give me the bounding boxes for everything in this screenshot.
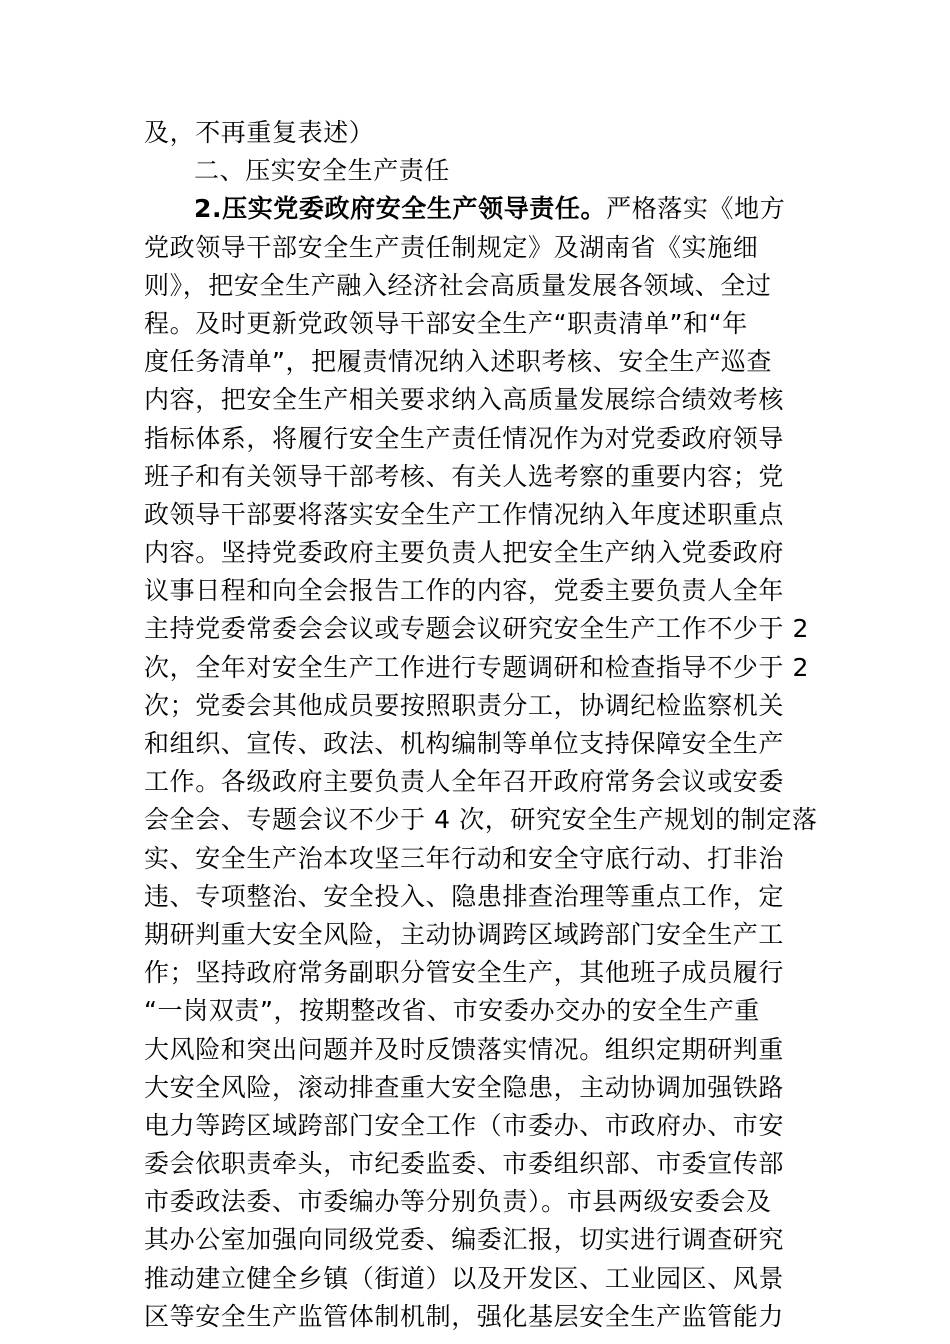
text-line: “一岗双责”，按期整改省、市安委办交办的安全生产重 [144,996,760,1026]
section-heading: 二、压实安全生产责任 [194,156,451,186]
item-2-lead-text: 严格落实《地方 [606,194,786,224]
text-line: 作；坚持政府常务副职分管安全生产，其他班子成员履行 [144,958,785,988]
text-line: 度任务清单”，把履责情况纳入述职考核、安全生产巡查 [144,347,772,377]
item-2-first-line [144,190,824,228]
text-line: 班子和有关领导干部考核、有关人选考察的重要内容；党 [144,461,785,491]
text-line: 推动建立健全乡镇（街道）以及开发区、工业园区、风景 [144,1263,785,1293]
text-line: 区等安全生产监管体制机制，强化基层安全生产监管能力 [144,1301,785,1331]
text-line: 议事日程和向全会报告工作的内容，党委主要负责人全年 [144,576,785,606]
text-line: 违、专项整治、安全投入、隐患排查治理等重点工作，定 [144,881,785,911]
item-2-heading: 2.压实党委政府安全生产领导责任。 [194,194,607,224]
text-line: 委会依职责牵头，市纪委监委、市委组织部、市委宣传部 [144,1149,785,1179]
text-line: 次；党委会其他成员要按照职责分工，协调纪检监察机关 [144,690,785,720]
text-line: 和组织、宣传、政法、机构编制等单位支持保障安全生产 [144,729,785,758]
text-line: 则》，把安全生产融入经济社会高质量发展各领域、全过 [144,270,772,300]
text-line: 内容，把安全生产相关要求纳入高质量发展综合绩效考核 [144,385,785,415]
document-body [144,114,824,1336]
text-line: 其办公室加强向同级党委、编委汇报，切实进行调查研究 [144,1225,785,1255]
text-line: 实、安全生产治本攻坚三年行动和安全守底行动、打非治 [144,843,785,873]
text-line: 期研判重大安全风险，主动协调跨区域跨部门安全生产工 [144,919,785,949]
text-line: 次，全年对安全生产工作进行专题调研和检查指导不少于 2 [144,652,810,682]
text-line: 市委政法委、市委编办等分别负责）。市县两级安委会及 [144,1187,772,1217]
text-line: 大风险和突出问题并及时反馈落实情况。组织定期研判重 [144,1034,785,1064]
text-line: 政领导干部要将落实安全生产工作情况纳入年度述职重点 [144,499,785,529]
text-line: 指标体系，将履行安全生产责任情况作为对党委政府领导 [144,423,785,453]
text-line: 主持党委常委会会议或专题会议研究安全生产工作不少于 2 [144,614,810,644]
text-line: 程。及时更新党政领导干部安全生产“职责清单”和“年 [144,308,748,338]
text-line: 电力等跨区域跨部门安全工作（市委办、市政府办、市安 [144,1110,785,1140]
text-line: 内容。坚持党委政府主要负责人把安全生产纳入党委政府 [144,538,785,568]
text-line: 会全会、专题会议不少于 4 次，研究安全生产规划的制定落 [144,805,818,835]
text-line: 大安全风险，滚动排查重大安全隐患，主动协调加强铁路 [144,1072,785,1102]
text-line: 及，不再重复表述） [144,118,375,147]
text-line: 党政领导干部安全生产责任制规定》及湖南省《实施细 [144,232,759,262]
text-line: 工作。各级政府主要负责人全年召开政府常务会议或安委 [144,767,785,797]
